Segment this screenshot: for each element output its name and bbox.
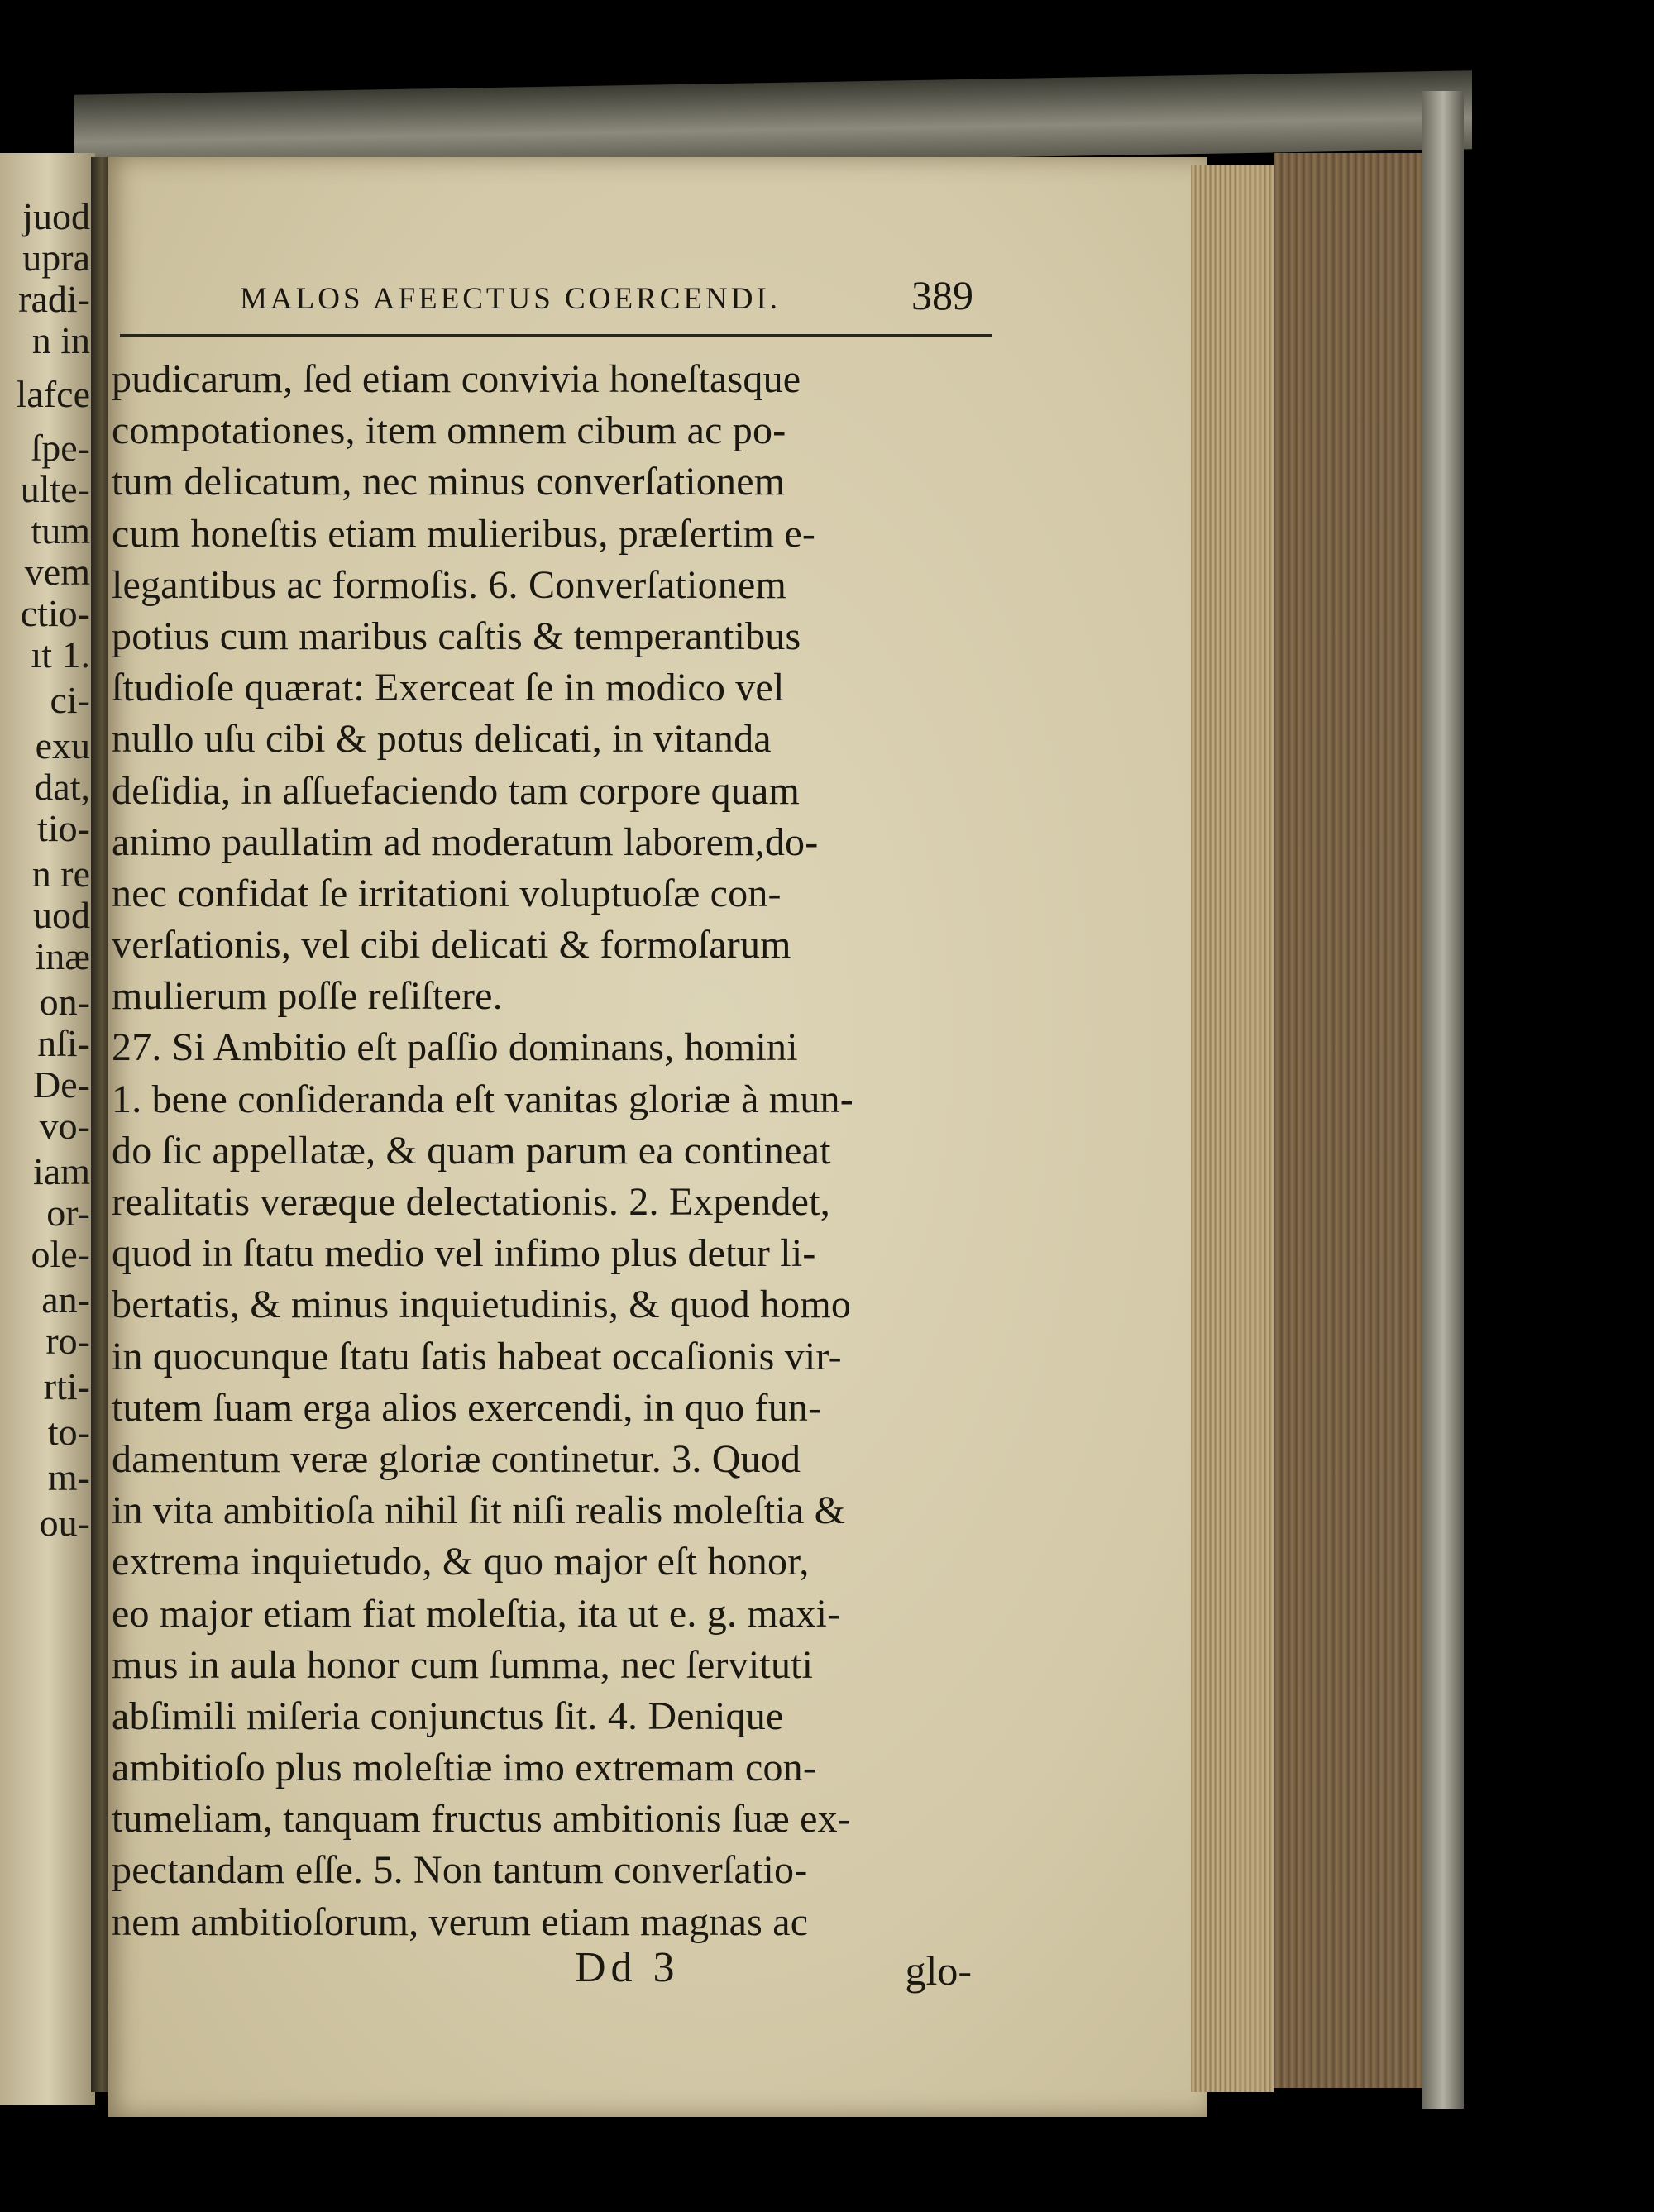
left-page-fragment: to- <box>47 1411 90 1453</box>
cover-board-edge <box>1422 91 1464 2109</box>
left-page-fragment: inæ <box>35 935 90 977</box>
left-page-fragment: m- <box>47 1456 90 1498</box>
left-page-fragment: ro- <box>45 1320 90 1362</box>
left-page-fragment: nſi- <box>37 1022 90 1064</box>
left-page-fragment: ole- <box>31 1233 90 1275</box>
signature-mark: Dd 3 <box>575 1944 680 1991</box>
text-line: nullo uſu cibi & potus delicati, in vitanda <box>112 717 772 762</box>
running-head: MALOS AFEECTUS COERCENDI. <box>240 282 782 316</box>
text-line: verſationis, vel cibi delicati & formoſarum <box>112 923 791 967</box>
left-page-edge <box>0 153 95 2105</box>
left-page-fragment: rti- <box>43 1365 90 1407</box>
text-line: tumeliam, tanquam fructus ambitionis ſuæ ex- <box>112 1797 851 1842</box>
text-line: cum honeſtis etiam mulieribus, præſertim e- <box>112 511 816 556</box>
text-line: 1. bene conſideranda eſt vanitas gloriæ à mun- <box>112 1077 853 1121</box>
left-page-fragment: lafce <box>16 373 90 415</box>
left-page-fragment: n re <box>31 853 90 895</box>
text-line: do ſic appellatæ, & quam parum ea contineat <box>112 1128 831 1173</box>
left-page-fragment: ulte- <box>20 468 90 510</box>
text-line: bertatis, & minus inquietudinis, & quod homo <box>112 1283 852 1327</box>
left-page-fragment: upra <box>22 236 90 279</box>
left-page-fragment: an- <box>41 1278 90 1321</box>
text-line: nem ambitioſorum, verum etiam magnas ac <box>112 1899 809 1944</box>
text-line: tum delicatum, nec minus converſationem <box>112 460 786 504</box>
text-line: pectandam eſſe. 5. Non tantum converſatio- <box>112 1848 808 1893</box>
left-page-fragment: exu <box>35 724 90 767</box>
left-page-fragment: juod <box>22 195 90 237</box>
left-page-fragment: ci- <box>50 679 90 721</box>
text-line: deſidia, in aſſuefaciendo tam corpore quam <box>112 768 801 813</box>
text-line: legantibus ac formoſis. 6. Converſationem <box>112 562 787 607</box>
text-line: quod in ſtatu medio vel infimo plus detur li- <box>112 1231 816 1276</box>
text-line: abſimili miſeria conjunctus ſit. 4. Denique <box>112 1694 784 1738</box>
left-page-fragment: iam <box>33 1150 90 1192</box>
body-text <box>112 354 988 1948</box>
footer-line <box>112 1943 988 2001</box>
text-line: compotationes, item omnem cibum ac po- <box>112 408 786 453</box>
text-line: potius cum maribus caſtis & temperantibus <box>112 614 801 658</box>
text-line: realitatis veræque delectationis. 2. Expendet, <box>112 1180 830 1224</box>
left-page-fragment: on- <box>39 981 90 1023</box>
fore-edge <box>1274 153 1431 2088</box>
left-page-fragment: tio- <box>37 807 90 849</box>
text-line: ambitioſo plus moleſtiæ imo extremam con- <box>112 1746 817 1790</box>
text-line: pudicarum, ſed etiam convivia honeſtasque <box>112 357 801 401</box>
catchword: glo- <box>905 1947 972 1994</box>
text-line: mulierum poſſe reſiſtere. <box>112 974 503 1019</box>
text-line: tutem ſuam erga alios exercendi, in quo fun- <box>112 1385 822 1430</box>
left-page-fragment: or- <box>46 1192 90 1234</box>
text-line: animo paullatim ad moderatum laborem,do- <box>112 819 819 864</box>
left-page-fragment: dat, <box>34 766 90 808</box>
left-page-fragment: n in <box>31 319 90 361</box>
page-number: 389 <box>911 272 973 318</box>
left-page-fragment: De- <box>33 1063 90 1106</box>
text-line: in quocunque ſtatu ſatis habeat occaſionis vir- <box>112 1334 842 1378</box>
left-page-fragment: vo- <box>39 1105 90 1147</box>
text-line: ſtudioſe quærat: Exerceat ſe in modico vel <box>112 666 785 710</box>
header-rule <box>120 334 992 337</box>
left-page-fragment: vem <box>24 551 90 593</box>
left-page-fragment: ıt 1. <box>31 633 90 676</box>
text-line: extrema inquietudo, & quo major eſt honor, <box>112 1540 810 1584</box>
left-page-fragment: ctio- <box>20 592 90 634</box>
text-line: damentum veræ gloriæ continetur. 3. Quod <box>112 1436 801 1481</box>
page-edge-stack <box>1191 165 1274 2092</box>
text-line: nec confidat ſe irritationi voluptuoſæ con- <box>112 871 782 915</box>
left-page-fragment: uod <box>33 894 90 936</box>
text-line: eo major etiam fiat moleſtia, ita ut e. g. maxi- <box>112 1591 841 1636</box>
left-page-fragment: ſpe- <box>31 427 90 469</box>
left-page-fragment: radi- <box>18 278 90 320</box>
left-page-fragment: tum <box>31 509 90 552</box>
left-page-fragment: ou- <box>39 1502 90 1544</box>
text-line: mus in aula honor cum ſumma, nec ſervituti <box>112 1642 814 1687</box>
text-line: 27. Si Ambitio eſt paſſio dominans, homini <box>112 1025 798 1070</box>
text-line: in vita ambitioſa nihil ſit niſi realis moleſtia & <box>112 1488 846 1533</box>
